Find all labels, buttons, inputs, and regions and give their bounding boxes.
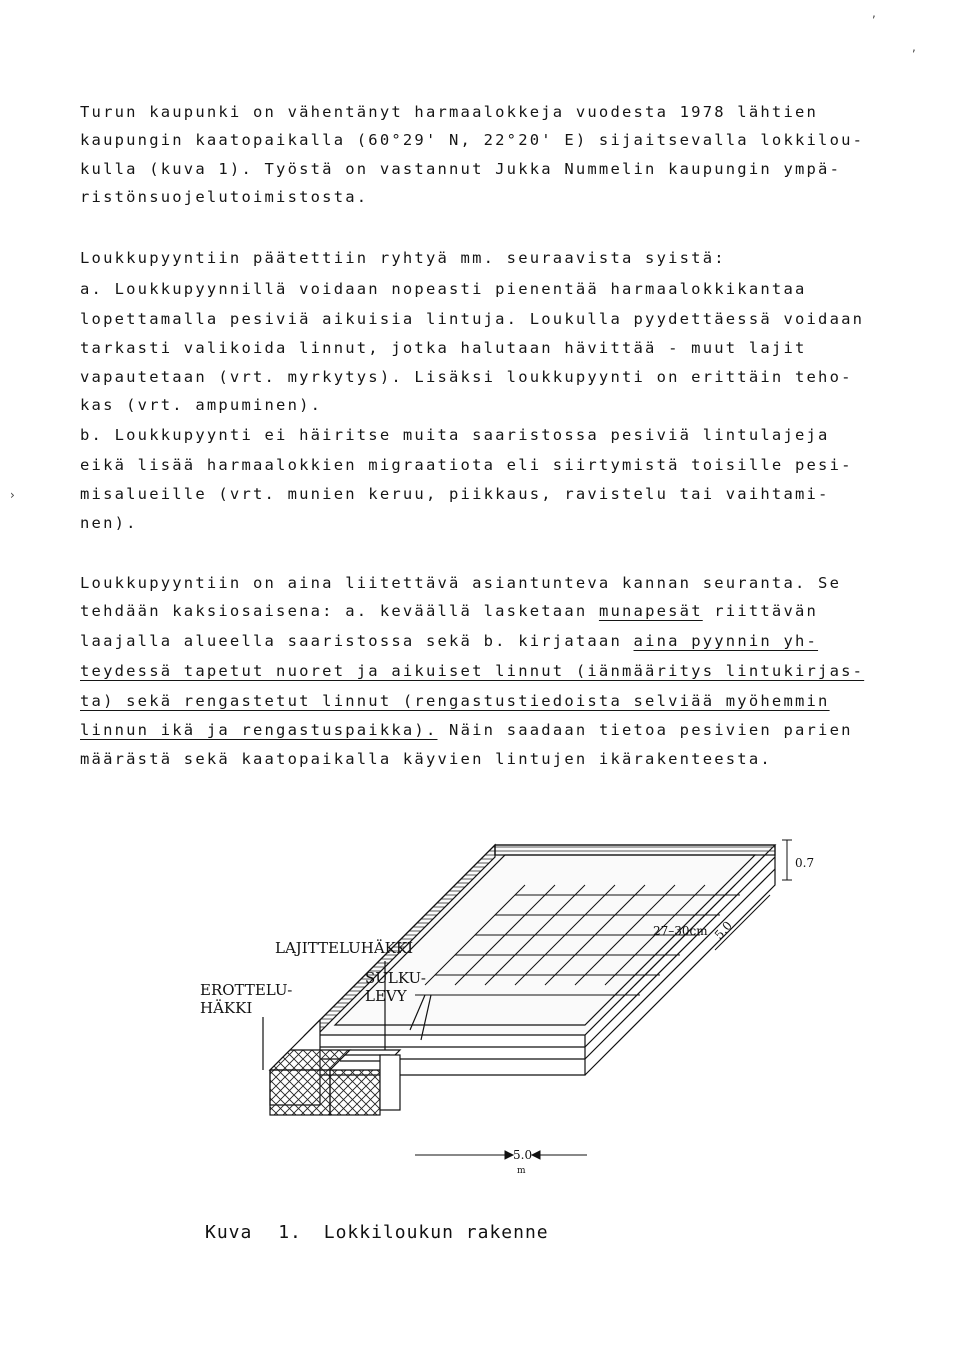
paragraph3-line2-text-c: riittävän	[702, 602, 819, 620]
paragraph3-line3-text-a: laajalla alueella saaristossa sekä b. kirjataan	[80, 632, 634, 650]
paragraph2-line4: tarkasti valikoida linnut, jotka halutaan hävittää - muut lajit	[80, 339, 807, 357]
paragraph2-line2: a. Loukkupyynnillä voidaan nopeasti pienentää harmaalokkikantaa	[80, 280, 807, 298]
label-separation-cage-line1: EROTTELU-	[200, 981, 293, 999]
paragraph3-line3	[80, 632, 818, 650]
dimension-unit-label: m	[517, 1166, 526, 1176]
paragraph3-line5: ta) sekä rengastetut linnut (rengastustiedoista selviää myöhemmin	[80, 692, 830, 710]
paragraph2-line8: eikä lisää harmaalokkien migraatiota eli siirtymistä toisille pesi-	[80, 456, 853, 474]
dimension-length-label: 5.0	[513, 1148, 533, 1162]
caption-prefix: Kuva	[205, 1222, 253, 1243]
paragraph3-underline-always: aina pyynnin yh-	[633, 632, 819, 650]
paragraph3-line1: Loukkupyyntiin on aina liitettävä asiantunteva kannan seuranta. Se	[80, 574, 842, 592]
paragraph3-line7: määrästä sekä kaatopaikalla käyvien lintujen ikärakenteesta.	[80, 750, 772, 768]
paragraph2-line9: misalueille (vrt. munien keruu, piikkaus, ravistelu tai vaihtami-	[80, 485, 830, 503]
paragraph2-line10: nen).	[80, 514, 138, 532]
dimension-side-label: 5.0	[711, 918, 736, 943]
paragraph1-line2: kaupungin kaatopaikalla (60°29' N, 22°20' E) sijaitsevalla lokkilou-	[80, 131, 865, 149]
label-shutter-line1: SULKU-	[365, 969, 426, 987]
paragraph3-line4: teydessä tapetut nuoret ja aikuiset linnut (iänmääritys lintukirjas-	[80, 662, 865, 680]
paragraph3-line6	[80, 721, 853, 739]
label-shutter-line2: LEVY	[365, 987, 407, 1005]
paragraph3-underline-nests: munapesät	[598, 602, 703, 620]
gull-trap-diagram	[195, 825, 855, 1195]
label-sorting-cage: LAJITTELUHÄKKI	[275, 939, 414, 957]
label-separation-cage-line2: HÄKKI	[200, 999, 253, 1017]
caption-number: 1.	[278, 1222, 302, 1243]
paragraph2-line7: b. Loukkupyynti ei häiritse muita saaristossa pesiviä lintulajeja	[80, 426, 830, 444]
caption-title: Lokkiloukun rakenne	[323, 1222, 549, 1243]
paragraph2-line6: kas (vrt. ampuminen).	[80, 396, 323, 414]
figure-caption	[205, 1222, 549, 1243]
paragraph2-line5: vapautetaan (vrt. myrkytys). Lisäksi loukkupyynti on erittäin teho-	[80, 368, 853, 386]
paragraph3-line6-text-b: Näin saadaan tietoa pesivien parien	[437, 721, 853, 739]
scan-mark-top: ,	[872, 6, 876, 20]
paragraph3-line2-text-a: tehdään kaksiosaisena: a. keväällä lasketaan	[80, 602, 599, 620]
paragraph2-line3: lopettamalla pesiviä aikuisia lintuja. Loukulla pyydettäessä voidaan	[80, 310, 865, 328]
paragraph2-line1: Loukkupyyntiin päätettiin ryhtyä mm. seuraavista syistä:	[80, 249, 726, 267]
paragraph3-underline-age: linnun ikä ja rengastuspaikka).	[80, 721, 438, 739]
dimension-mesh-label: 27–30cm	[653, 924, 708, 938]
dimension-height-label: 0.7	[795, 856, 815, 870]
paragraph1-line1: Turun kaupunki on vähentänyt harmaalokkeja vuodesta 1978 lähtien	[80, 103, 819, 121]
paragraph3-line2	[80, 602, 818, 620]
paragraph1-line4: ristönsuojelutoimistosta.	[80, 188, 369, 206]
scan-mark-right: ,	[912, 40, 916, 54]
scan-mark-left: ›	[10, 488, 15, 502]
paragraph1-line3: kulla (kuva 1). Työstä on vastannut Jukka Nummelin kaupungin ympä-	[80, 160, 842, 178]
